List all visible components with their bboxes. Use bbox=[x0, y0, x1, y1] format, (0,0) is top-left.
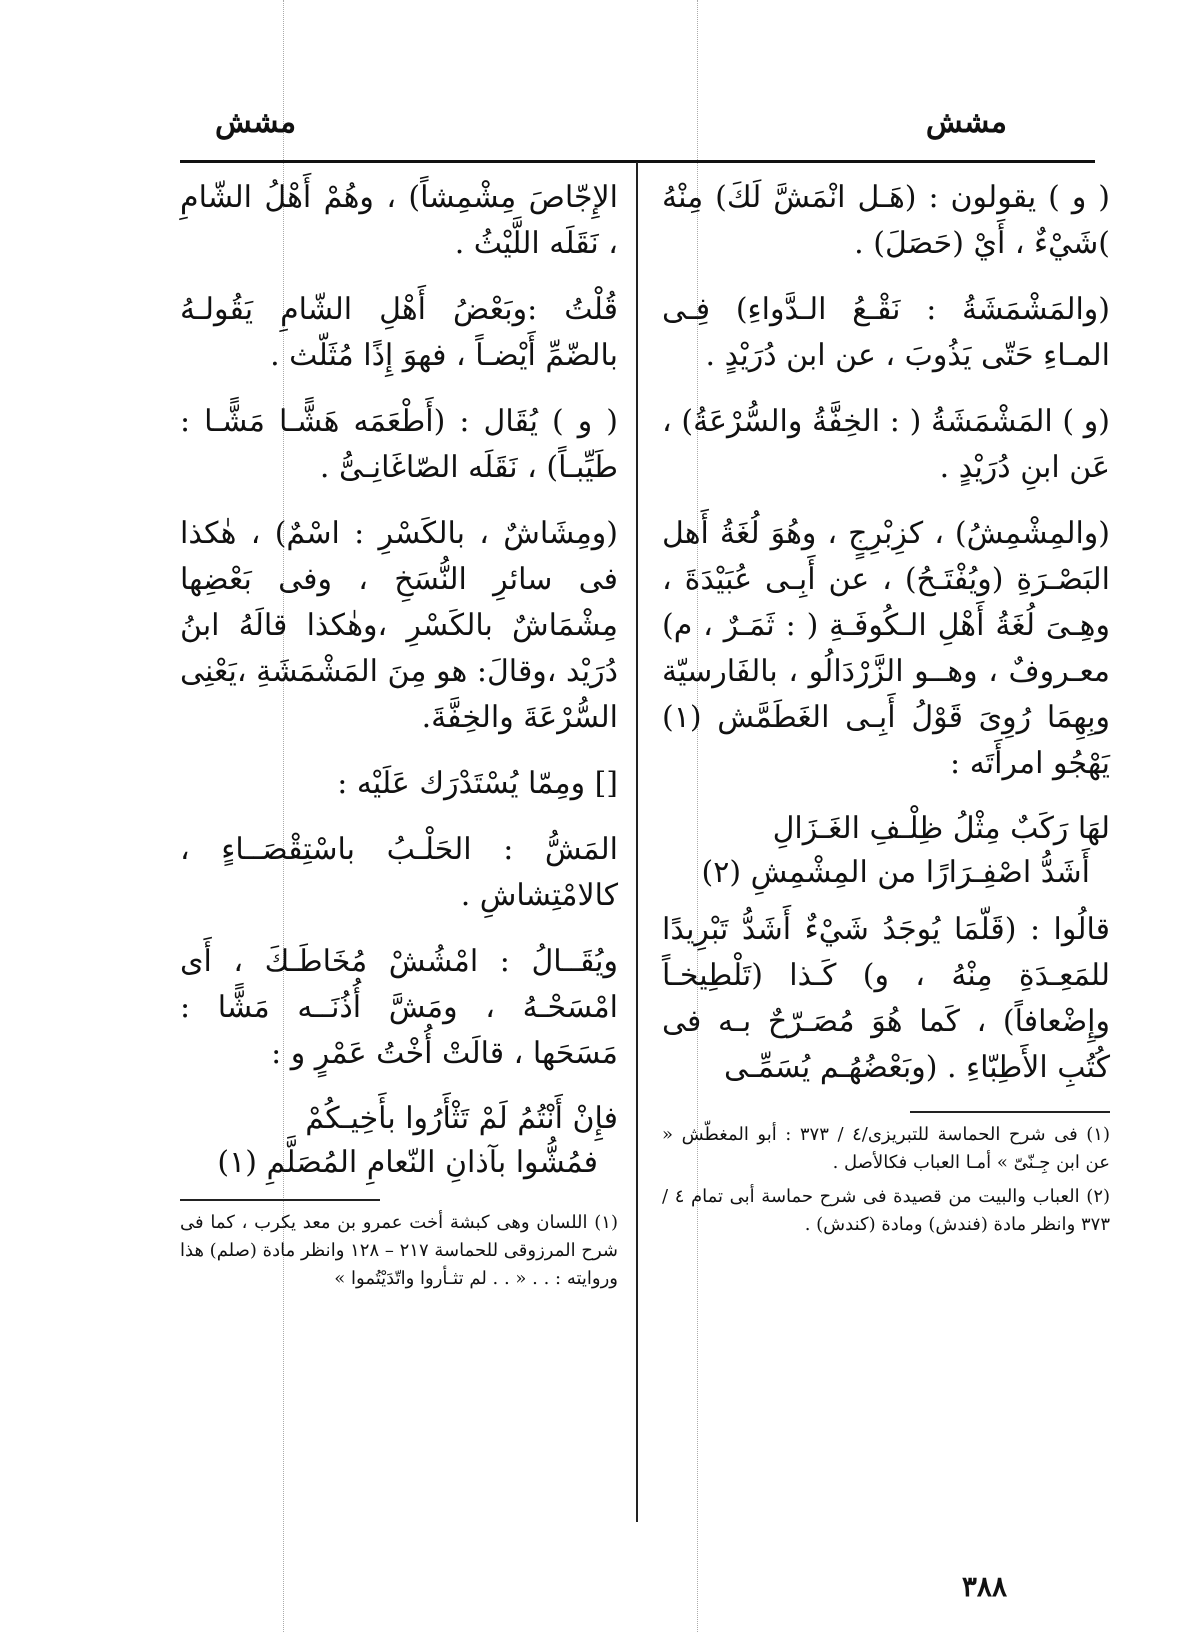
paragraph: [] ومِمّا يُسْتَدْرَك عَلَيْه : bbox=[337, 766, 618, 801]
paragraph: (والمَشْمَشَةُ : نَقْـعُ الـدَّواءِ) فِـى المـاءِ حَتّى يَذُوبَ ، عن ابن دُرَيْدٍ . bbox=[662, 292, 1110, 373]
paragraph: ( و ) يقولون : (هَـل انْمَشَّ لَكَ) مِنْهُ )شَيْءٌ ، أَيْ (حَصَلَ) . bbox=[662, 180, 1110, 261]
footnote-rule bbox=[910, 1111, 1110, 1113]
paragraph: الإِجّاصَ مِشْمِشاً) ، وهُمْ أَهْلُ الشّامِ ، نَقَلَه اللَّيْثُ . bbox=[180, 180, 618, 261]
poem-verse bbox=[180, 1097, 618, 1185]
footnote: (١) اللسان وهى كبشة أخت عمرو بن معد يكرب ، كما فى شرح المرزوقى للحماسة ٢١٧ – ١٢٨ وانظر مادة (صلم) هذا وروايته : . . « . . لم تثـأروا واتّدَيْتُموا » bbox=[180, 1212, 618, 1289]
verse-line: أَشَدُّ اصْفِـرَارًا من المِشْمِشِ (٢) bbox=[701, 855, 1090, 890]
paragraph: (والمِشْمِشُ) ، كزِبْرِجٍ ، وهُوَ لُغَةُ أَهل البَصْـرَةِ (ويُفْتَـحُ) ، عن أَبِـى عُبَيْدَةَ ، وهِـىَ لُغَةُ أَهْلِ الـكُوفَـةِ ( : ثَمَـرٌ ، م) معـروفٌ ، وهــو الزَّرْدَالُو ، بالفَارسيّة وبِهِمَا رُوِىَ قَوْلُ أَبِـى الغَطَمَّش (١) يَهْجُو امرأَتَه : bbox=[662, 516, 1110, 781]
verse-line: فإِنْ أَنْتُمُ لَمْ تَثْأَرُوا بأَخِيـكُمْ bbox=[305, 1101, 618, 1136]
header-right-title: مشش bbox=[925, 105, 1007, 140]
verse-line: فمُشُّوا بآذانِ النّعامِ المُصَلَّمِ (١) bbox=[217, 1145, 598, 1180]
page-number: ٣٨٨ bbox=[961, 1570, 1007, 1603]
header-left-title: مشش bbox=[215, 105, 297, 140]
column-divider bbox=[636, 162, 638, 1522]
left-column bbox=[180, 175, 618, 1299]
paragraph: (و ) المَشْمَشَةُ ( : الخِفَّةُ والسُّرْعَةُ) ، عَن ابنِ دُرَيْدٍ . bbox=[662, 404, 1110, 485]
paragraph: قالُوا : (قَلّمَا يُوجَدُ شَيْءٌ أَشَدُّ تَبْرِيدًا للمَعِـدَةِ مِنْهُ ، و) كَـذا (تَلْطِيخـاً وإِضْعافاً) ، كَما هُوَ مُصَـرّحٌ بـه فى كُتُبِ الأَطِبّاءِ . (وبَعْضُهُـم يُسَمِّـى bbox=[662, 912, 1110, 1085]
footnote: (٢) العباب والبيت من قصيدة فى شرح حماسة أبى تمام ٤ /٣٧٣ وانظر مادة (فندش) ومادة (كندش) . bbox=[662, 1186, 1111, 1235]
footnote: (١) فى شرح الحماسة للتبريزى/٤ / ٣٧٣ : أبو المغطّش « عن ابن جِـنّىّ » أمـا العباب فكالأصل . bbox=[662, 1124, 1110, 1173]
paragraph: ويُقَــالُ : امْشُشْ مُخَاطَـكَ ، أَى امْسَحْـهُ ، ومَشَّ أُذُنَــه مَشًّا : مَسَحَها ، قالَتْ أُخْتُ عَمْرٍ و : bbox=[180, 944, 618, 1071]
verse-line: لهَا رَكَبٌ مِثْلُ ظِلْـفِ الغَـزَالِ bbox=[772, 811, 1110, 846]
paragraph: المَشُّ : الحَلْـبُ باسْتِقْصَــاءٍ ، كالامْتِشاشِ . bbox=[180, 832, 618, 913]
paragraph: قُلْتُ :وبَعْضُ أَهْلِ الشّامِ يَقُولـهُ بالضّمِّ أَيْضـاً ، فهوَ إِذًا مُثَلّث . bbox=[180, 292, 618, 373]
paragraph: ( و ) يُقَال : (أَطْعَمَه هَشًّـا مَشًّـا : طَيِّبـاً) ، نَقَلَه الصّاغَانِـىُّ . bbox=[180, 404, 618, 485]
paragraph: (ومِشَاشٌ ، بالكَسْرِ : اسْمٌ) ، هٰكذا فى سائرِ النُّسَخِ ، وفى بَعْضِها مِشْمَاشٌ بالكَسْرِ ،وهٰكذا قالَهُ ابنُ دُرَيْد ،وقالَ: هو مِنَ المَشْمَشَةِ ،يَعْنِى السُّرْعَةَ والخِفَّةَ. bbox=[180, 516, 618, 735]
right-column bbox=[662, 175, 1110, 1245]
poem-verse bbox=[662, 807, 1110, 895]
footnote-rule bbox=[180, 1199, 380, 1201]
